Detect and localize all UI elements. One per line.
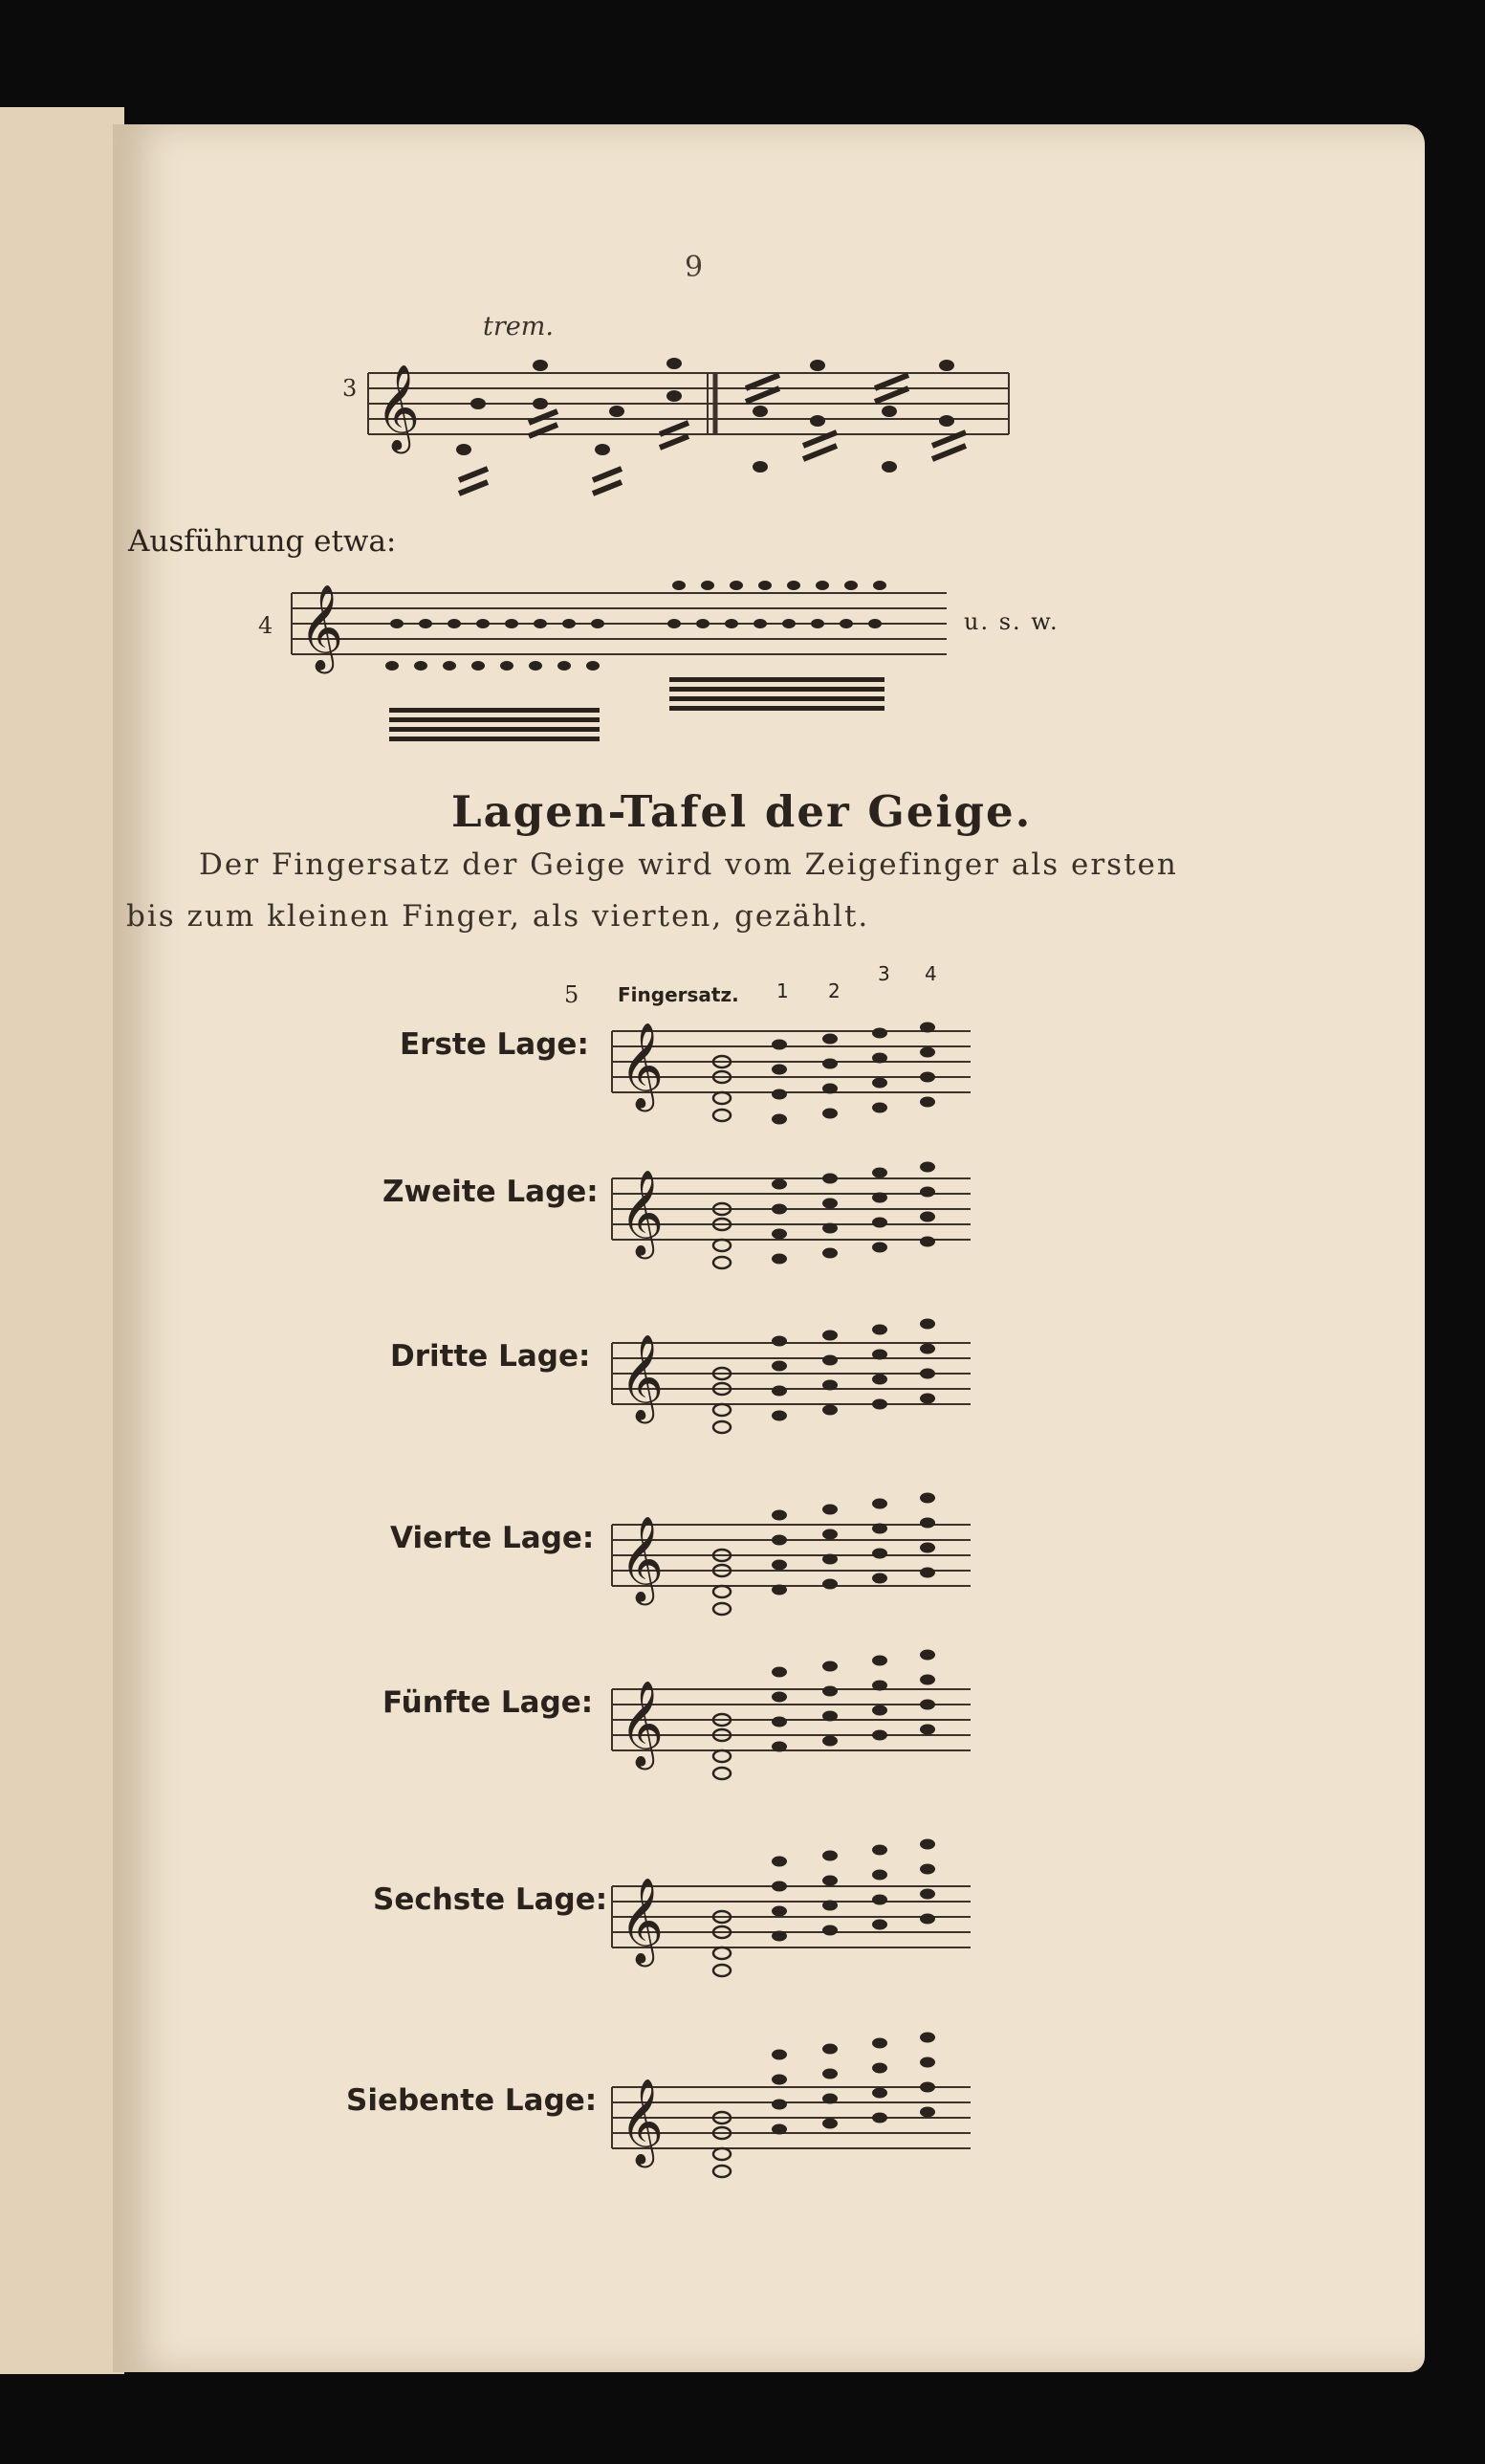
treble-clef-icon: 𝄞 — [620, 1516, 665, 1602]
example-number-5: 5 — [564, 981, 579, 1008]
position-label-5: Fünfte Lage: — [382, 1685, 594, 1720]
position-staff-2 — [612, 1123, 994, 1286]
treble-clef-icon: 𝄞 — [620, 1023, 665, 1109]
example-number-4: 4 — [258, 612, 273, 639]
finger-number-2: 2 — [828, 979, 841, 1002]
position-label-2: Zweite Lage: — [382, 1175, 599, 1209]
finger-number-1: 1 — [776, 979, 789, 1002]
finger-number-4: 4 — [925, 962, 937, 985]
treble-clef-icon: 𝄞 — [620, 1878, 665, 1964]
page-number: 9 — [685, 251, 704, 284]
example-number-3: 3 — [342, 375, 358, 402]
intro-line-2: bis zum kleinen Finger, als vierten, gezählt. — [126, 899, 870, 934]
fingersatz-label: Fingersatz. — [618, 983, 739, 1006]
position-staff-6 — [612, 1831, 994, 1993]
treble-clef-icon: 𝄞 — [620, 1170, 665, 1256]
position-staff-7 — [612, 2032, 994, 2194]
left-page-edge — [0, 107, 124, 2374]
example-4-staff — [292, 574, 961, 756]
position-label-1: Erste Lage: — [400, 1027, 589, 1062]
example-3-staff — [368, 354, 1018, 497]
position-label-4: Vierte Lage: — [390, 1521, 595, 1555]
treble-clef-icon: 𝄞 — [620, 2079, 665, 2165]
usw-suffix: u. s. w. — [964, 608, 1059, 635]
position-staff-3 — [612, 1287, 994, 1450]
treble-clef-icon: 𝄞 — [620, 1334, 665, 1420]
tremolo-marking: trem. — [483, 312, 554, 341]
ausfuehrung-label: Ausführung etwa: — [128, 524, 397, 559]
intro-line-1: Der Fingersatz der Geige wird vom Zeigefinger als ersten — [199, 847, 1178, 882]
position-label-3: Dritte Lage: — [390, 1339, 591, 1374]
treble-clef-icon: 𝄞 — [620, 1681, 665, 1767]
finger-number-3: 3 — [878, 962, 890, 985]
position-staff-5 — [612, 1634, 994, 1796]
section-title: Lagen-Tafel der Geige. — [451, 786, 1033, 837]
position-staff-4 — [612, 1469, 994, 1632]
position-label-7: Siebente Lage: — [346, 2083, 598, 2118]
position-staff-1 — [612, 976, 994, 1138]
treble-clef-icon: 𝄞 — [376, 364, 421, 451]
treble-clef-icon: 𝄞 — [299, 584, 344, 671]
position-label-6: Sechste Lage: — [373, 1882, 608, 1917]
